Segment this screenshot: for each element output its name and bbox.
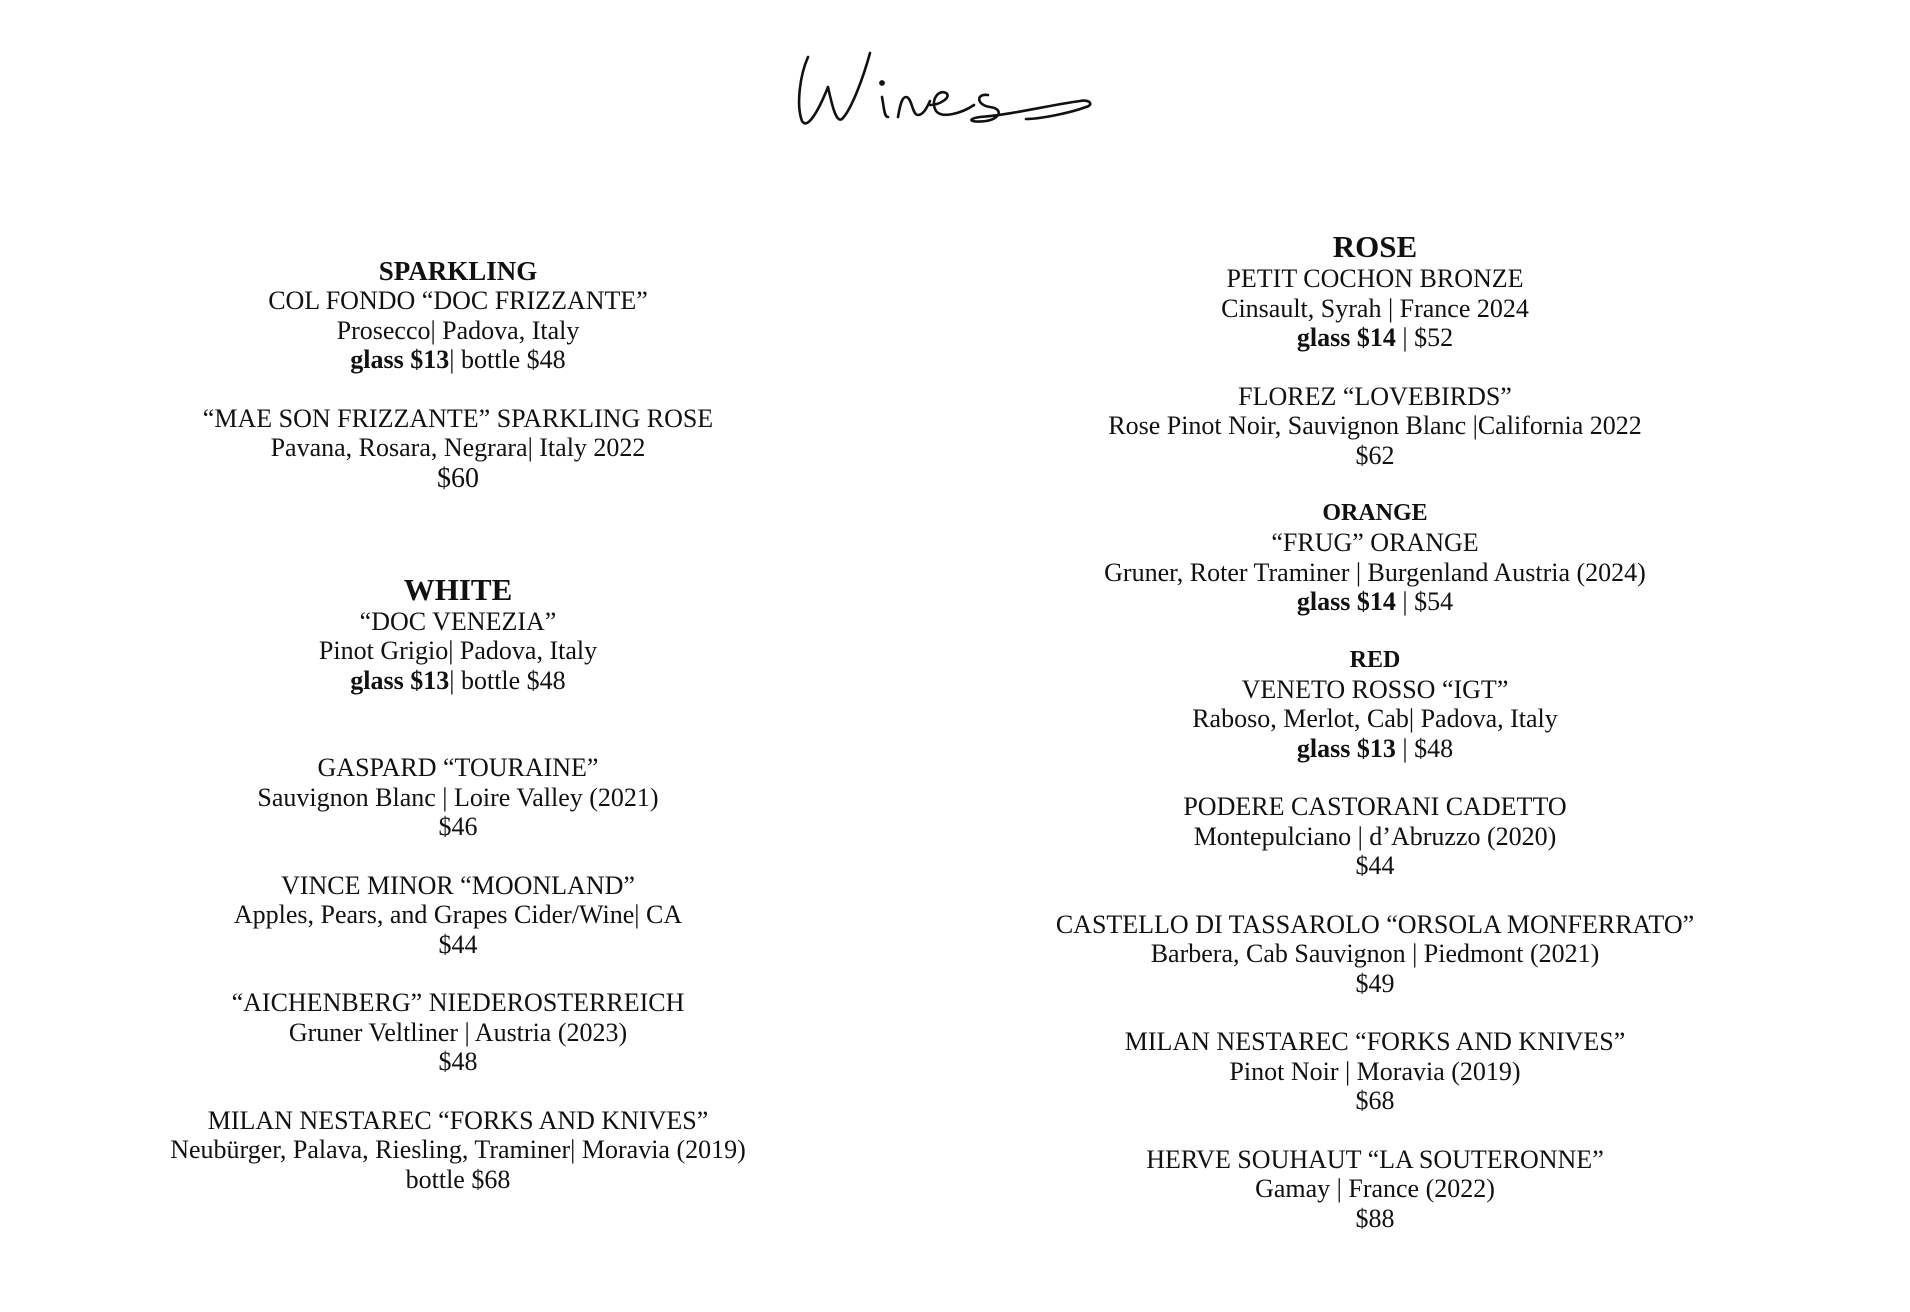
wine-detail: Prosecco| Padova, Italy xyxy=(336,315,580,345)
wine-item xyxy=(128,1106,788,1195)
wine-name: FLOREZ “LOVEBIRDS” xyxy=(1238,381,1512,411)
wine-price: $88 xyxy=(1355,1203,1395,1233)
wine-name: VINCE MINOR “MOONLAND” xyxy=(281,870,635,900)
wine-detail: Pinot Noir | Moravia (2019) xyxy=(1229,1056,1521,1086)
wine-name: PETIT COCHON BRONZE xyxy=(1226,264,1524,293)
wine-detail: Neubürger, Palava, Riesling, Traminer| Moravia (2019) xyxy=(170,1135,746,1164)
wine-price: $48 xyxy=(438,1047,478,1076)
wine-detail: Gruner, Roter Traminer | Burgenland Austria (2024) xyxy=(1104,557,1646,587)
wine-item xyxy=(1040,675,1710,764)
wine-name: MILAN NESTAREC “FORKS AND KNIVES” xyxy=(207,1105,709,1135)
wine-item xyxy=(1040,1145,1710,1234)
wine-name: VENETO ROSSO “IGT” xyxy=(1241,674,1509,704)
wine-item xyxy=(1040,382,1710,471)
wine-detail: Montepulciano | d’Abruzzo (2020) xyxy=(1193,821,1557,851)
wine-price: $46 xyxy=(438,812,478,841)
wine-item xyxy=(1040,264,1710,353)
wine-price xyxy=(1040,734,1710,764)
wine-price: $62 xyxy=(1355,440,1395,470)
wine-detail: Cinsault, Syrah | France 2024 xyxy=(1221,293,1529,323)
section-heading-orange: ORANGE xyxy=(1322,500,1428,526)
wine-price: bottle $68 xyxy=(405,1164,511,1194)
wine-detail: Barbera, Cab Sauvignon | Piedmont (2021) xyxy=(1150,939,1600,968)
wine-item xyxy=(128,871,788,960)
wine-detail: Gamay | France (2022) xyxy=(1255,1174,1495,1203)
wine-item xyxy=(1040,792,1710,881)
wine-name: CASTELLO DI TASSAROLO “ORSOLA MONFERRATO” xyxy=(1055,909,1695,939)
wine-detail: Raboso, Merlot, Cab| Padova, Italy xyxy=(1192,704,1558,733)
bottle-price: | $48 xyxy=(1395,733,1454,763)
wine-item xyxy=(1040,910,1710,999)
wine-detail: Gruner Veltliner | Austria (2023) xyxy=(288,1017,628,1047)
bottle-price: | $52 xyxy=(1395,323,1454,352)
wines-script-title xyxy=(790,35,1120,145)
glass-price: glass $13 xyxy=(350,665,450,695)
wine-price xyxy=(1040,587,1710,617)
wine-item xyxy=(128,753,788,842)
wine-name: MILAN NESTAREC “FORKS AND KNIVES” xyxy=(1124,1027,1626,1056)
wine-item xyxy=(128,988,788,1077)
wine-detail: Pavana, Rosara, Negrara| Italy 2022 xyxy=(270,433,646,462)
wine-price: $49 xyxy=(1355,968,1395,998)
wine-price: $44 xyxy=(438,929,478,959)
wine-price: $44 xyxy=(1355,851,1395,880)
wine-detail: Rose Pinot Noir, Sauvignon Blanc |California 2022 xyxy=(1108,411,1642,440)
bottle-price: | bottle $48 xyxy=(449,665,566,695)
wine-name: “DOC VENEZIA” xyxy=(359,606,557,636)
section-heading-red: RED xyxy=(1349,646,1401,673)
left-column xyxy=(128,256,788,1194)
bottle-price: | bottle $48 xyxy=(449,345,566,374)
glass-price: glass $14 xyxy=(1296,323,1396,352)
wine-detail: Pinot Grigio| Padova, Italy xyxy=(318,636,598,665)
right-column xyxy=(1040,230,1710,1233)
wine-price: $60 xyxy=(437,462,479,494)
wine-item xyxy=(1040,1027,1710,1116)
wine-name: HERVE SOUHAUT “LA SOUTERONNE” xyxy=(1146,1144,1604,1174)
wine-item xyxy=(128,404,788,495)
section-heading-sparkling: SPARKLING xyxy=(378,256,538,286)
wine-item xyxy=(128,286,788,375)
glass-price: glass $13 xyxy=(350,345,450,374)
wine-price xyxy=(1040,323,1710,353)
wine-price xyxy=(128,666,788,696)
wine-detail: Apples, Pears, and Grapes Cider/Wine| CA xyxy=(233,900,683,929)
wine-name: “AICHENBERG” NIEDEROSTERREICH xyxy=(231,988,685,1017)
wine-name: GASPARD “TOURAINE” xyxy=(317,753,599,782)
glass-price: glass $13 xyxy=(1296,733,1396,763)
wine-name: COL FONDO “DOC FRIZZANTE” xyxy=(268,286,648,315)
wine-name: “MAE SON FRIZZANTE” SPARKLING ROSE xyxy=(202,403,714,433)
wine-item xyxy=(1040,528,1710,617)
wine-name: “FRUG” ORANGE xyxy=(1271,528,1479,557)
wine-name: PODERE CASTORANI CADETTO xyxy=(1183,792,1567,821)
section-heading-rose: ROSE xyxy=(1332,229,1418,264)
wine-item xyxy=(128,607,788,696)
bottle-price: | $54 xyxy=(1395,587,1454,616)
page-title xyxy=(0,35,1910,145)
wine-price: $68 xyxy=(1355,1086,1395,1115)
wine-detail: Sauvignon Blanc | Loire Valley (2021) xyxy=(257,782,659,812)
section-heading-white: WHITE xyxy=(403,571,513,607)
wine-price xyxy=(128,345,788,375)
glass-price: glass $14 xyxy=(1296,587,1396,616)
